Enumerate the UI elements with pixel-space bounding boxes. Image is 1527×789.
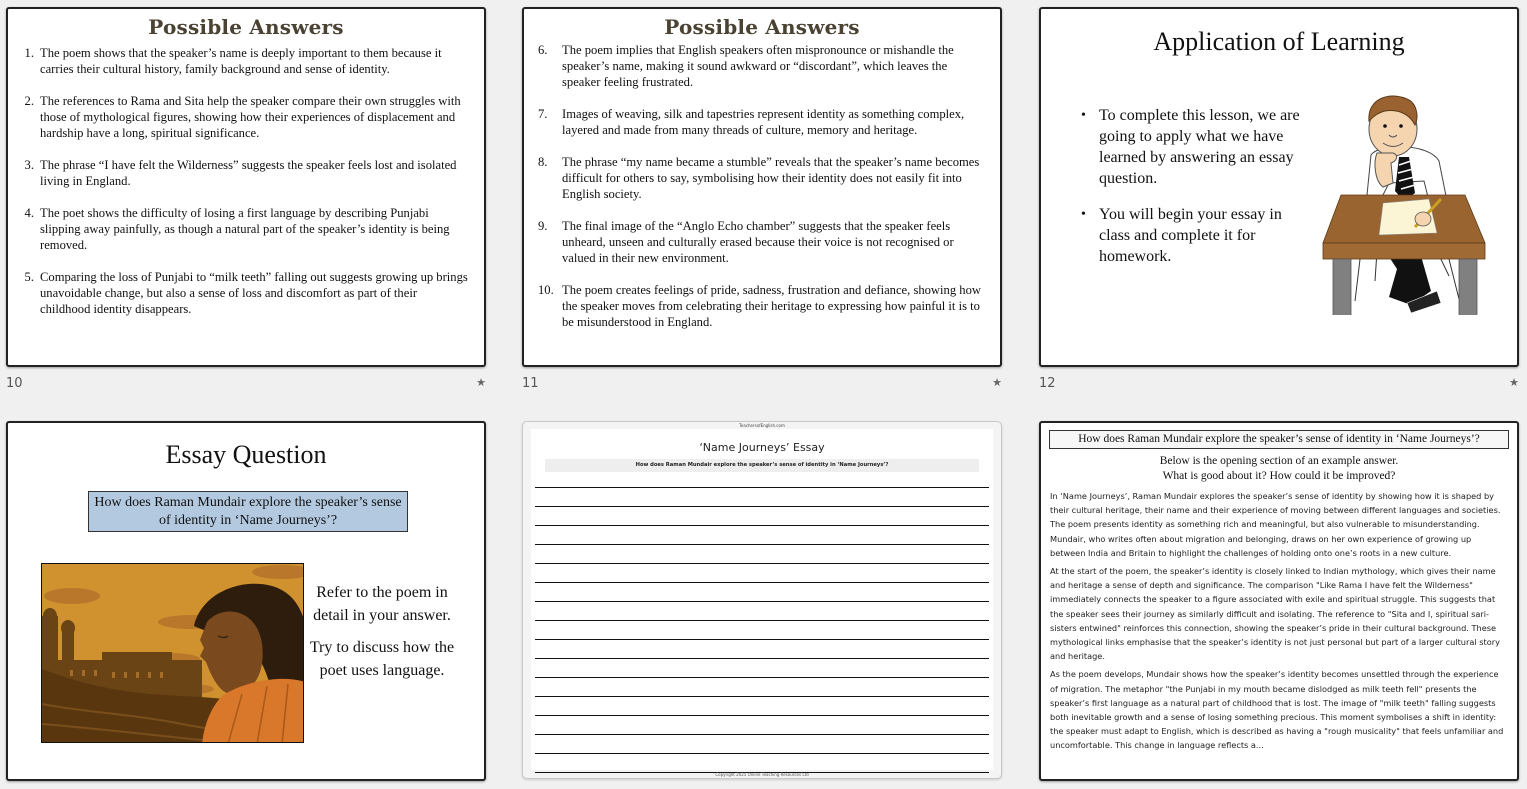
- writing-line: [535, 696, 989, 697]
- slide-meta-10: [6, 376, 486, 394]
- answer-list: [8, 45, 484, 317]
- slide-number: 11: [522, 376, 539, 391]
- essay-question-banner: How does Raman Mundair explore the speaker’s sense of identity in ‘Name Journeys’?: [1049, 430, 1509, 449]
- answer-paragraph: In ‘Name Journeys’, Raman Mundair explores the speaker’s sense of identity by showing how it is shaped by their cultural heritage, their name and their experience of moving between different languages and societies. The poem presents identity as something rich and meaningful, but also vulnerable to misunderstanding. Mundair, who writes often about migration and belonging, draws on her own experience of growing up between India and Britain to highlight the challenges of holding onto one’s roots in a new culture.: [1050, 491, 1501, 558]
- item-number: 7.: [538, 107, 548, 121]
- boy-at-desk-illustration: [1319, 91, 1489, 315]
- slide-thumbnail-11[interactable]: [522, 7, 1002, 367]
- answer-item: [536, 106, 986, 138]
- slide-title: Possible Answers: [664, 15, 860, 39]
- item-text: The poem shows that the speaker’s name is deeply important to them because it carries their cultural history, family background and sense of identity.: [40, 46, 442, 76]
- writing-line: [535, 658, 989, 659]
- item-number: 6.: [538, 43, 548, 57]
- subtitle-line-1: Below is the opening section of an example answer.: [1159, 455, 1399, 467]
- item-number: 2.: [24, 94, 34, 108]
- writing-line: [535, 487, 989, 488]
- item-number: 5.: [24, 270, 34, 284]
- bullet-item: • You will begin your essay in class and complete it for homework.: [1079, 204, 1309, 267]
- worksheet-title: ‘Name Journeys’ Essay: [699, 441, 825, 454]
- writing-line: [535, 734, 989, 735]
- writing-lines: [535, 487, 989, 779]
- writing-line: [535, 715, 989, 716]
- star-icon[interactable]: ★: [1509, 376, 1519, 389]
- worksheet-site-name: TeachersofEnglish.com: [739, 423, 785, 428]
- writing-line: [535, 544, 989, 545]
- item-number: 4.: [24, 206, 34, 220]
- example-answer-text: [1050, 489, 1509, 757]
- writing-line: [535, 753, 989, 754]
- item-text: The poem implies that English speakers often mispronounce or mishandle the speaker’s name, making it sound awkward or “discordant”, which leaves the speaker feeling frustrated.: [562, 43, 954, 89]
- answer-item: [20, 45, 470, 77]
- item-number: 8.: [538, 155, 548, 169]
- worksheet-question: How does Raman Mundair explore the speaker’s sense of identity in ‘Name Journeys’?: [545, 459, 979, 472]
- item-text: Images of weaving, silk and tapestries represent identity as something complex, layered and made from many threads of culture, memory and heritage.: [562, 107, 965, 137]
- subtitle-line-2: What is good about it? How could it be improved?: [1162, 470, 1396, 482]
- slide-thumbnail-10[interactable]: [6, 7, 486, 367]
- slide-meta-12: [1039, 376, 1519, 394]
- answer-item: [20, 93, 470, 141]
- answer-item: [536, 218, 986, 266]
- woman-skyline-illustration: [41, 563, 304, 743]
- item-text: The final image of the “Anglo Echo chamber” suggests that the speaker feels unheard, unseen and culturally erased because their voice is not recognised or valued in their new environment.: [562, 219, 954, 265]
- answer-item: [20, 205, 470, 253]
- item-text: Comparing the loss of Punjabi to “milk teeth” falling out suggests growing up brings unavoidable change, but also a sense of loss and discomfort as part of their childhood identity disappears.: [40, 270, 468, 316]
- writing-line: [535, 563, 989, 564]
- slide-thumbnail-14[interactable]: [522, 421, 1002, 779]
- answer-item: [20, 157, 470, 189]
- star-icon[interactable]: ★: [992, 376, 1002, 389]
- writing-line: [535, 506, 989, 507]
- answer-item: [20, 269, 470, 317]
- instruction-text: [308, 581, 456, 682]
- writing-line: [535, 639, 989, 640]
- answer-paragraph: At the start of the poem, the speaker’s identity is closely linked to Indian mythology, which gives their name and heritage a sense of depth and significance. The comparison "Like Rama I have felt the Wilderness" immediately connects the speaker to a figure associated with exile and spiritual struggle. This suggests that the speaker sees their journey as similarly difficult and isolating. The reference to "Sita and I, spiritual sari-sisters entwined" reinforces this connection, showing the speaker’s pride in their cultural background. These mythological links emphasise that the speaker’s identity is not just personal but part of a larger cultural story and heritage.: [1050, 566, 1500, 662]
- bullet-list: [1079, 105, 1309, 282]
- answer-item: [536, 282, 986, 330]
- item-number: 9.: [538, 219, 548, 233]
- illustration-graphic: [42, 564, 304, 743]
- writing-line: [535, 582, 989, 583]
- slide-title: Application of Learning: [1153, 27, 1405, 56]
- item-text: The phrase “my name became a stumble” reveals that the speaker’s name becomes difficult for others to say, symbolising how their identity does not easily fit into English society.: [562, 155, 980, 201]
- answer-item: [536, 42, 986, 90]
- copyright-text: Copyright 2025 Online Teaching Resources Ltd: [715, 772, 809, 777]
- worksheet-page: [531, 429, 993, 777]
- slide-thumbnail-13[interactable]: [6, 421, 486, 781]
- slide-thumbnail-12[interactable]: [1039, 7, 1519, 367]
- item-text: The phrase “I have felt the Wilderness” suggests the speaker feels lost and isolated living in England.: [40, 158, 457, 188]
- item-text: The poet shows the difficulty of losing a first language by describing Punjabi slipping away painfully, as though a natural part of the speaker’s identity is being removed.: [40, 206, 450, 252]
- slide-number: 10: [6, 376, 23, 391]
- answer-list: [524, 42, 1000, 330]
- item-number: 1.: [24, 46, 34, 60]
- star-icon[interactable]: ★: [476, 376, 486, 389]
- slide-title: Possible Answers: [148, 15, 344, 39]
- item-text: The references to Rama and Sita help the speaker compare their own struggles with those of mythological figures, showing how their experiences of displacement and hardship have a long, spiritual significance.: [40, 94, 461, 140]
- writing-line: [535, 620, 989, 621]
- answer-paragraph: As the poem develops, Mundair shows how the speaker’s identity becomes unsettled through the experience of migration. The metaphor "the Punjabi in my mouth became dislodged as milk teeth fell" presents the speaker’s first language as a natural part of childhood that is lost. The image of "milk teeth" falling suggests both inevitable growth and a sense of losing something precious. This moment symbolises a shift in identity: the speaker must adapt to English, which is described as having a "rough musicality" that feels unfamiliar and uncomfortable. This change in language reflects a...: [1050, 669, 1504, 751]
- writing-line: [535, 525, 989, 526]
- slide-meta-11: [522, 376, 1002, 394]
- item-number: 3.: [24, 158, 34, 172]
- instruction-subtitle: [1041, 454, 1517, 484]
- bullet-item: • To complete this lesson, we are going to apply what we have learned by answering an essay question.: [1079, 105, 1309, 189]
- essay-question-box: How does Raman Mundair explore the speaker’s sense of identity in ‘Name Journeys’?: [88, 491, 408, 532]
- item-number: 10.: [538, 283, 554, 297]
- writing-line: [535, 677, 989, 678]
- slide-thumbnail-15[interactable]: [1039, 421, 1519, 781]
- writing-line: [535, 601, 989, 602]
- instruction-language: Try to discuss how the poet uses language.: [309, 639, 455, 679]
- instruction-refer: Refer to the poem in detail in your answer.: [313, 584, 451, 624]
- answer-item: [536, 154, 986, 202]
- slide-title: Essay Question: [165, 440, 327, 469]
- item-text: The poem creates feelings of pride, sadness, frustration and defiance, showing how the speaker moves from celebrating their heritage to expressing how painful it is to be misunderstood in England.: [562, 283, 981, 329]
- slide-number: 12: [1039, 376, 1056, 391]
